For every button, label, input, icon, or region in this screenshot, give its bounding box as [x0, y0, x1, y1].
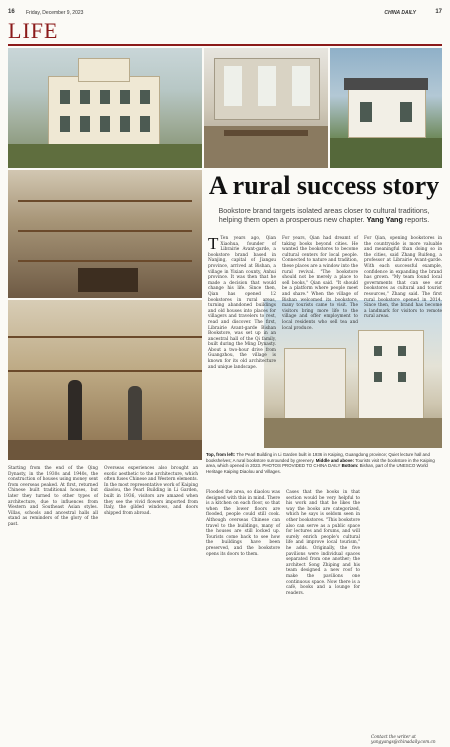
diaolou-tower: [358, 330, 424, 420]
shelf: [18, 200, 192, 202]
article-column-4: [8, 466, 98, 736]
caption-label: Middle and above:: [315, 457, 355, 463]
shelf: [8, 336, 202, 338]
visitor-figure: [68, 380, 82, 440]
masthead: [8, 6, 442, 18]
ground: [264, 418, 442, 448]
writer-contact: Contact the writer at yangyangs@chinadaily.com.cn: [371, 734, 436, 744]
section-title: LIFE: [8, 18, 59, 43]
photo-lecture-hall: [204, 48, 328, 168]
byline-suffix: reports.: [404, 215, 430, 224]
page-number-left: 16: [8, 9, 15, 15]
window: [120, 116, 130, 132]
issue-date: Friday, December 9, 2023: [26, 10, 84, 16]
section-rule: [8, 44, 442, 46]
photo-credit: PHOTOS PROVIDED TO CHINA DAILY: [262, 463, 341, 469]
building-tower: [78, 58, 130, 82]
window: [140, 116, 150, 132]
shelf: [18, 260, 192, 262]
window: [120, 90, 130, 104]
article-column-6: [206, 490, 280, 736]
shelf: [18, 230, 192, 232]
paper-name: CHINA DAILY: [384, 10, 416, 16]
caption-label: Top, from left:: [206, 452, 236, 457]
photo-tourists: [8, 300, 202, 460]
byline: Yang Yang: [366, 215, 403, 224]
caption-text: Bishan, part of the UNESCO World Heritage Kaiping Diaolou and Villages.: [206, 463, 428, 474]
window: [398, 372, 406, 382]
building-shape: [48, 76, 160, 150]
window: [258, 66, 276, 106]
window: [60, 116, 70, 132]
column-text: Starting from the end of the Qing Dynasty, in the 1930s and 1940s, the construction of houses using money sent from overseas peaked. At first, returned Chinese built traditional houses, but later they turned to other types of architecture, due to influences from Western and Southeast Asian styles. Villas, schools and ancestral halls all stand as reminders of the glory of the past.: [8, 466, 98, 527]
column-text: For Qian, opening bookstores in the countryside is more valuable and meaningful than doing so in the cities, said Zhang Ruifeng, a professor at Librairie Avant-garde. With each successful example, confidence in expanding the brand has grown. "My team found local governments that can see our bookstores as cultural and tourist resources," Zhang said. The first rural bookstore opened in 2014. Since then, the brand has become a landmark for visitors to remote rural areas.: [364, 236, 442, 320]
column-text: Ten years ago, Qian Xiaohua, founder of Librairie Avant-garde, a bookstore brand based in Nanjing, capital of Jiangsu province, arrived at Bishan, a village in Yixian county, Anhui province. It was then that he made a decision that would change his life. Since then, Qian has opened 12 bookstores in rural areas, turning abandoned buildings and old houses into places for villagers and travelers to rest, read and discover. The first, Librairie Avant-garde Bishan Bookstore, was set up in an ancestral hall of the Qi family, built during the Ming Dynasty. About a two-hour drive from Guangzhou, the village is known for its old architecture and unique landscape.: [208, 236, 276, 370]
column-text: Cases that the books in that section would be very helpful to his work and that he likes the way the books are categorized, which he says is seldom seen in other bookstores. "This bookstore also can serve as a public space for lectures and forums, and will surely enrich people's cultural life and improve local tourism," he adds. Originally, the five pavilions were individual spaces separated from one another; the architect Song Zhiping and his team designed a new roof to make the pavilions one continuous space. Now there is a café, books and a lounge for readers.: [286, 490, 360, 596]
window: [80, 116, 90, 132]
photo-caption: [206, 452, 442, 474]
window: [60, 90, 70, 104]
standfirst: [206, 206, 442, 224]
standfirst-text: Bookstore brand targets isolated areas closer to cultural traditions, helping them open a prosperous new chapter.: [218, 206, 430, 224]
article-column-3: [364, 236, 442, 320]
window: [292, 66, 310, 106]
window: [374, 346, 382, 356]
diaolou-tower: [284, 348, 346, 420]
article-column-2: [282, 236, 358, 331]
drop-cap: T: [208, 234, 219, 253]
page-number-right: 17: [435, 9, 442, 15]
visitor-figure: [128, 386, 142, 442]
article-column-1: [208, 236, 276, 448]
window: [100, 116, 110, 132]
caption-text: The Pearl Building in Li Garden built in 1936 in Kaiping, Guangdong province; Quiet lecture hall and bookshelves; A rural bookstore surrounded by greenery.: [206, 452, 430, 463]
window: [140, 90, 150, 104]
photo-pearl-building: [8, 48, 202, 168]
article-column-5: [104, 466, 198, 736]
column-text: Flooded the area, so diaolou was designed with this in mind. There is a kitchen on each floor, so that when the lower floors are flooded, people could still cook. Although overseas Chinese can travel to the buildings, many of the houses are still locked up. Tourists come back to see how the buildings have been preserved, and the bookstore opens its doors to them.: [206, 490, 280, 557]
shelf: [8, 370, 202, 372]
caption-label: Bottom:: [341, 463, 359, 469]
window: [224, 66, 242, 106]
floor: [8, 440, 202, 460]
column-text: For years, Qian had dreamt of taking books beyond cities. He wanted the bookstores to become cultural centers for local people. Connected to nature and tradition, these places are a window into the rural revival. "The bookstore should not be merely a place to sell books," Qian said. "It should be a platform where people meet and share." When the village of Bishan welcomed its bookstore, many tourists came to visit. The visitors bring more life to the village and offer employment to local residents who sell tea and local produce.: [282, 236, 358, 331]
window: [398, 346, 406, 356]
window: [360, 102, 372, 122]
trees: [330, 138, 442, 168]
article-column-7: [286, 490, 360, 736]
window: [374, 372, 382, 382]
caption-text: Tourists visit the bookstore in the Kaiping area, which opened in 2023.: [206, 457, 435, 469]
column-text: Overseas experiences also brought an exotic aesthetic to the architecture, which often fuses Chinese and Western elements. In the most representative work of Kaiping diaolou, the Pearl Building in Li Garden, built in 1936, visitors are amazed when they see the vivid flowers imported from Italy, the gilded windows, and doors shipped from abroad.: [104, 466, 198, 516]
window: [80, 90, 90, 104]
bench: [224, 130, 308, 136]
photo-bookshelves: [8, 170, 202, 298]
window: [100, 90, 110, 104]
headline: A rural success story: [208, 171, 440, 200]
table: [78, 268, 138, 292]
window: [400, 102, 412, 122]
foliage: [8, 144, 202, 168]
photo-rural-bookstore: [330, 48, 442, 168]
roof: [344, 78, 428, 90]
